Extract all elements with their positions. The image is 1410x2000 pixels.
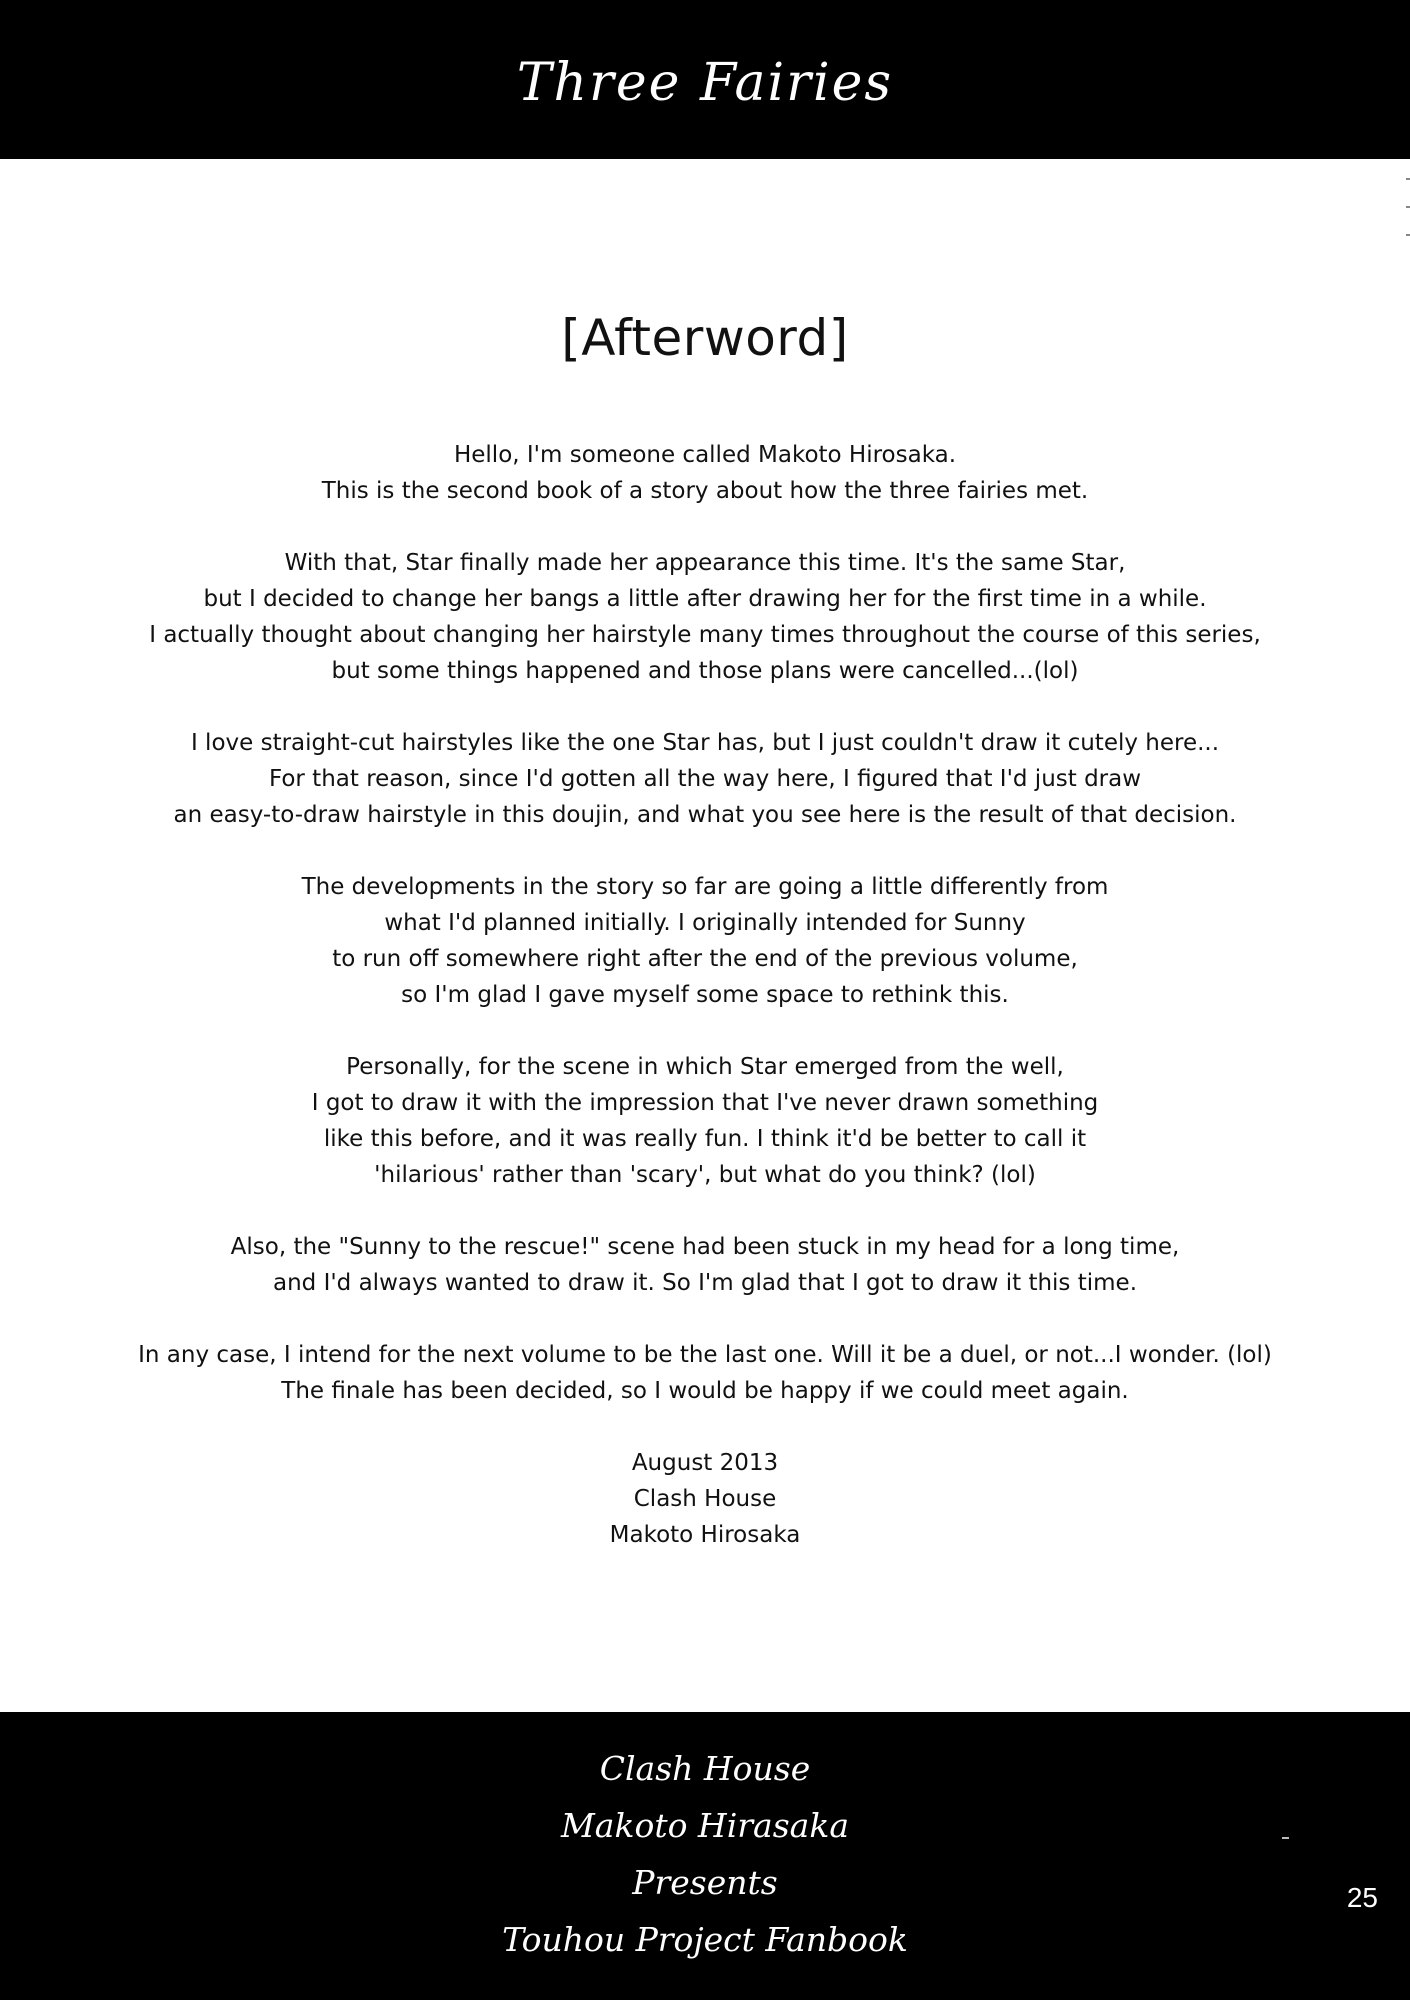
signature-circle: Clash House: [633, 1486, 777, 1512]
text-line: I love straight-cut hairstyles like the one Star has, but I just couldn't draw it cutely here...: [190, 730, 1220, 756]
paragraph-1: [0, 437, 1410, 509]
text-line: so I'm glad I gave myself some space to rethink this.: [401, 982, 1009, 1008]
afterword-page: [0, 159, 1410, 1712]
text-line: With that, Star finally made her appearance this time. It's the same Star,: [284, 550, 1126, 576]
text-line: and I'd always wanted to draw it. So I'm glad that I got to draw it this time.: [272, 1270, 1138, 1296]
text-line: 'hilarious' rather than 'scary', but what do you think? (lol): [374, 1162, 1036, 1188]
text-line: Hello, I'm someone called Makoto Hirosaka.: [453, 442, 957, 468]
signature-author: Makoto Hirosaka: [609, 1522, 801, 1548]
text-line: I actually thought about changing her hairstyle many times throughout the course of this series,: [149, 622, 1261, 648]
credit-fanbook: Touhou Project Fanbook: [502, 1920, 908, 1959]
page-number: 25: [1346, 1882, 1378, 1913]
footer-credits: [0, 1740, 1410, 1968]
credit-author: Makoto Hirasaka: [560, 1806, 849, 1845]
signature-block: [0, 1445, 1410, 1553]
text-line: This is the second book of a story about how the three fairies met.: [321, 478, 1089, 504]
text-line: but I decided to change her bangs a little after drawing her for the first time in a while.: [203, 586, 1207, 612]
footer-band: [0, 1712, 1410, 2000]
afterword-heading: [Afterword]: [561, 309, 849, 367]
book-title: Three Fairies: [516, 52, 894, 113]
text-line: In any case, I intend for the next volume to be the last one. Will it be a duel, or not...I wonder. (lol): [138, 1342, 1272, 1368]
afterword-body: [0, 437, 1410, 1589]
text-line: to run off somewhere right after the end of the previous volume,: [332, 946, 1078, 972]
text-line: like this before, and it was really fun. I think it'd be better to call it: [323, 1126, 1087, 1152]
signature-date: August 2013: [631, 1450, 779, 1476]
text-line: I got to draw it with the impression that I've never drawn something: [311, 1090, 1099, 1116]
text-line: an easy-to-draw hairstyle in this doujin, and what you see here is the result of that decision.: [173, 802, 1237, 828]
text-line: Also, the "Sunny to the rescue!" scene had been stuck in my head for a long time,: [230, 1234, 1180, 1260]
text-line: Personally, for the scene in which Star emerged from the well,: [346, 1054, 1064, 1080]
header-band: [0, 0, 1410, 159]
text-line: what I'd planned initially. I originally intended for Sunny: [384, 910, 1026, 936]
text-line: The finale has been decided, so I would be happy if we could meet again.: [281, 1378, 1129, 1404]
paragraph-3: [0, 725, 1410, 833]
paragraph-4: [0, 869, 1410, 1013]
paragraph-7: [0, 1337, 1410, 1409]
text-line: For that reason, since I'd gotten all the way here, I figured that I'd just draw: [268, 766, 1142, 792]
text-line: but some things happened and those plans were cancelled...(lol): [331, 658, 1079, 684]
paragraph-2: [0, 545, 1410, 689]
credit-circle: Clash House: [599, 1749, 811, 1788]
text-line: The developments in the story so far are going a little differently from: [301, 874, 1109, 900]
paragraph-6: [0, 1229, 1410, 1301]
paragraph-5: [0, 1049, 1410, 1193]
credit-presents: Presents: [632, 1863, 778, 1902]
footer-mark: [1282, 1837, 1289, 1839]
